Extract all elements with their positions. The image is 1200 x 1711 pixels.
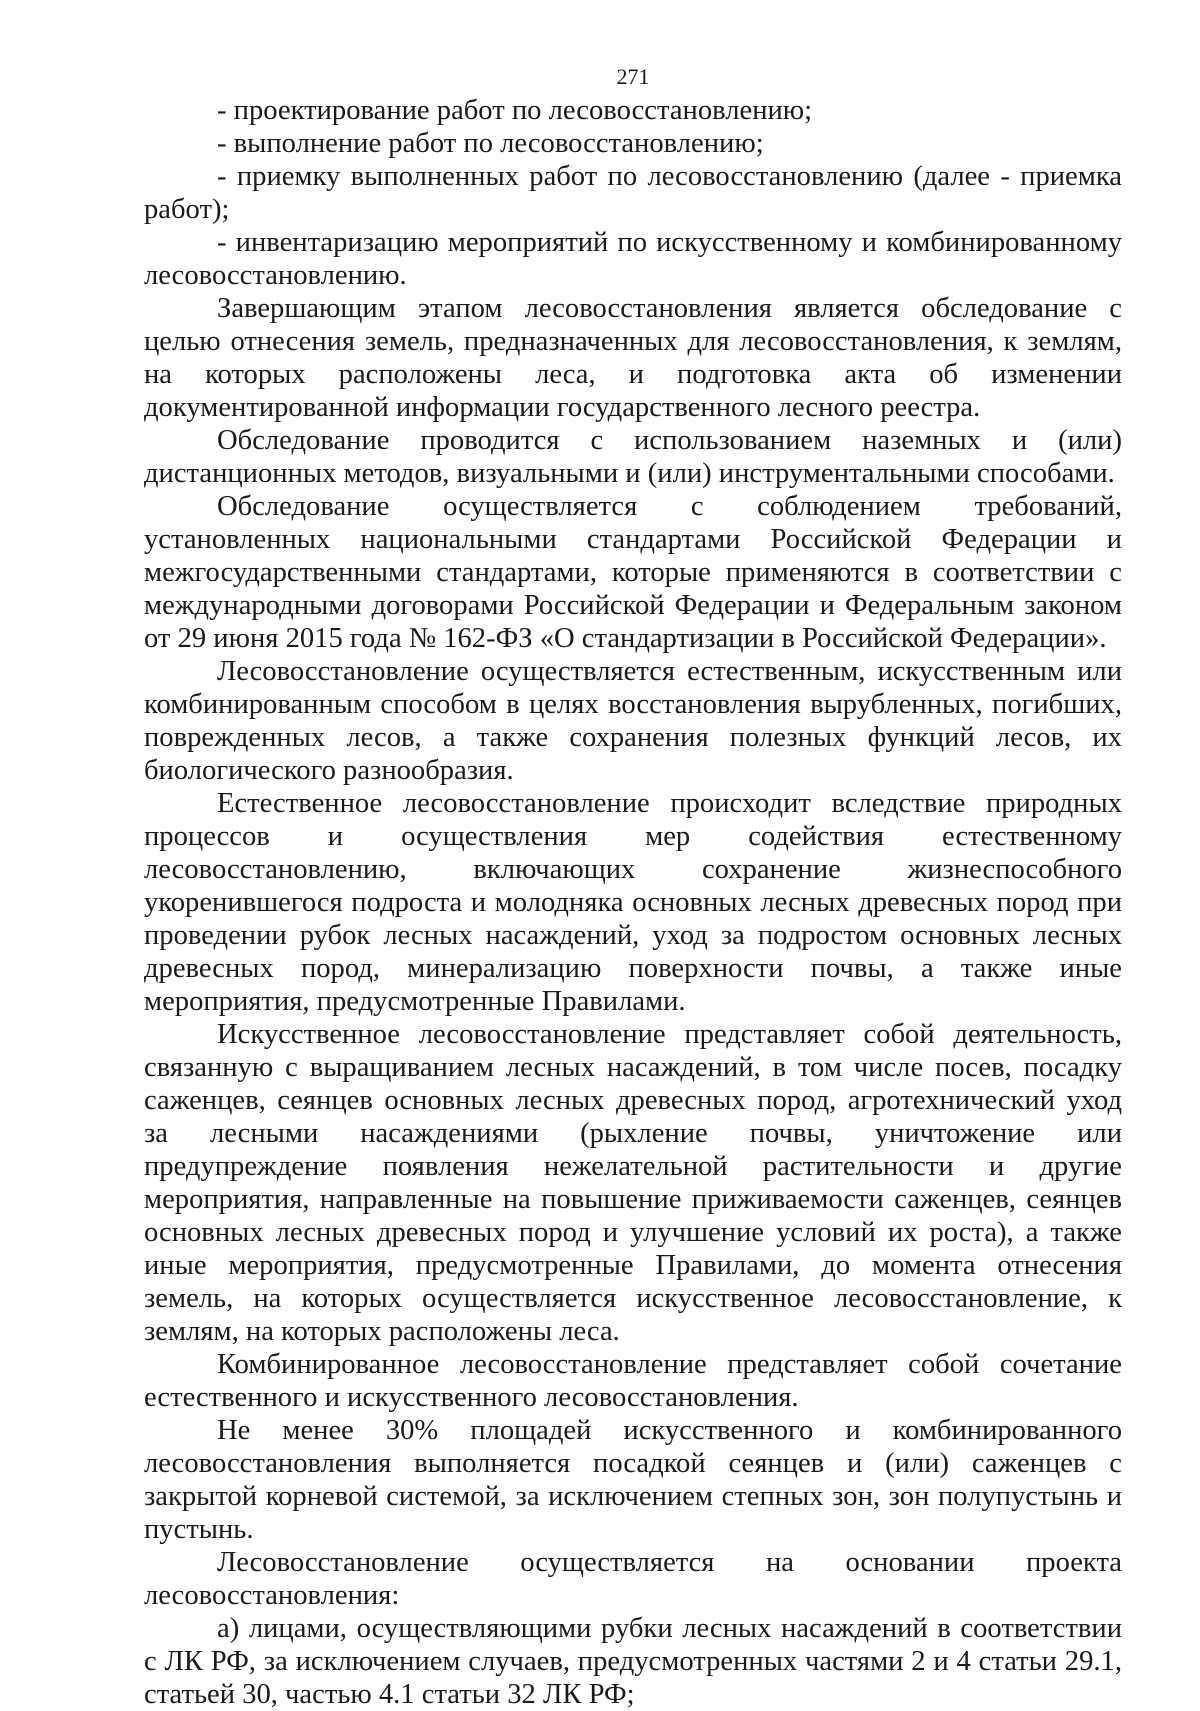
paragraph-reforestation-project: Лесовосстановление осуществляется на основании проекта лесовосстановления: xyxy=(144,1547,1122,1611)
paragraph-survey-standards: Обследование осуществляется с соблюдением требований, установленных национальными стандартами Российской Федерации и межгосударственными стандартами, которые применяются в соответствии с международными договорами Российской Федерации и Федеральным законом от 29 июня 2015 года № 162-ФЗ «О стандартизации в Российской Федерации». xyxy=(144,491,1122,654)
paragraph-design-works: - проектирование работ по лесовосстановлению; xyxy=(217,95,813,126)
page-number: 271 xyxy=(616,64,650,89)
paragraph-combined-reforestation: Комбинированное лесовосстановление представляет собой сочетание естественного и искусственного лесовосстановления. xyxy=(144,1349,1122,1413)
document-page xyxy=(144,62,1122,1711)
paragraph-execution-works: - выполнение работ по лесовосстановлению; xyxy=(217,128,764,159)
paragraph-survey-methods: Обследование проводится с использованием наземных и (или) дистанционных методов, визуальными и (или) инструментальными способами. xyxy=(144,425,1122,489)
paragraph-item-a: а) лицами, осуществляющими рубки лесных насаждений в соответствии с ЛК РФ, за исключением случаев, предусмотренных частями 2 и 4 статьи 29.1, статьей 30, частью 4.1 статьи 32 ЛК РФ; xyxy=(144,1613,1122,1710)
paragraph-acceptance-works: - приемку выполненных работ по лесовосстановлению (далее - приемка работ); xyxy=(144,161,1122,225)
paragraph-final-stage: Завершающим этапом лесовосстановления является обследование с целью отнесения земель, предназначенных для лесовосстановления, к землям, на которых расположены леса, и подготовка акта об изменении документированной информации государственного лесного реестра. xyxy=(144,293,1122,423)
paragraph-closed-root-requirement: Не менее 30% площадей искусственного и комбинированного лесовосстановления выполняется посадкой сеянцев и (или) саженцев с закрытой корневой системой, за исключением степных зон, зон полупустынь и пустынь. xyxy=(144,1415,1122,1545)
paragraph-inventory: - инвентаризацию мероприятий по искусственному и комбинированному лесовосстановлению. xyxy=(144,227,1122,291)
paragraph-artificial-reforestation: Искусственное лесовосстановление представляет собой деятельность, связанную с выращиванием лесных насаждений, в том числе посев, посадку саженцев, сеянцев основных лесных древесных пород, агротехнический уход за лесными насаждениями (рыхление почвы, уничтожение или предупреждение появления нежелательной растительности и другие мероприятия, направленные на повышение приживаемости саженцев, сеянцев основных лесных древесных пород и улучшение условий их роста), а также иные мероприятия, предусмотренные Правилами, до момента отнесения земель, на которых осуществляется искусственное лесовосстановление, к землям, на которых расположены леса. xyxy=(144,1019,1122,1347)
paragraph-natural-reforestation: Естественное лесовосстановление происходит вследствие природных процессов и осуществления мер содействия естественному лесовосстановлению, включающих сохранение жизнеспособного укоренившегося подроста и молодняка основных лесных древесных пород при проведении рубок лесных насаждений, уход за подростом основных лесных древесных пород, минерализацию поверхности почвы, а также иные мероприятия, предусмотренные Правилами. xyxy=(144,788,1122,1017)
paragraph-reforestation-methods: Лесовосстановление осуществляется естественным, искусственным или комбинированным способом в целях восстановления вырубленных, погибших, поврежденных лесов, а также сохранения полезных функций лесов, их биологического разнообразия. xyxy=(144,656,1122,786)
